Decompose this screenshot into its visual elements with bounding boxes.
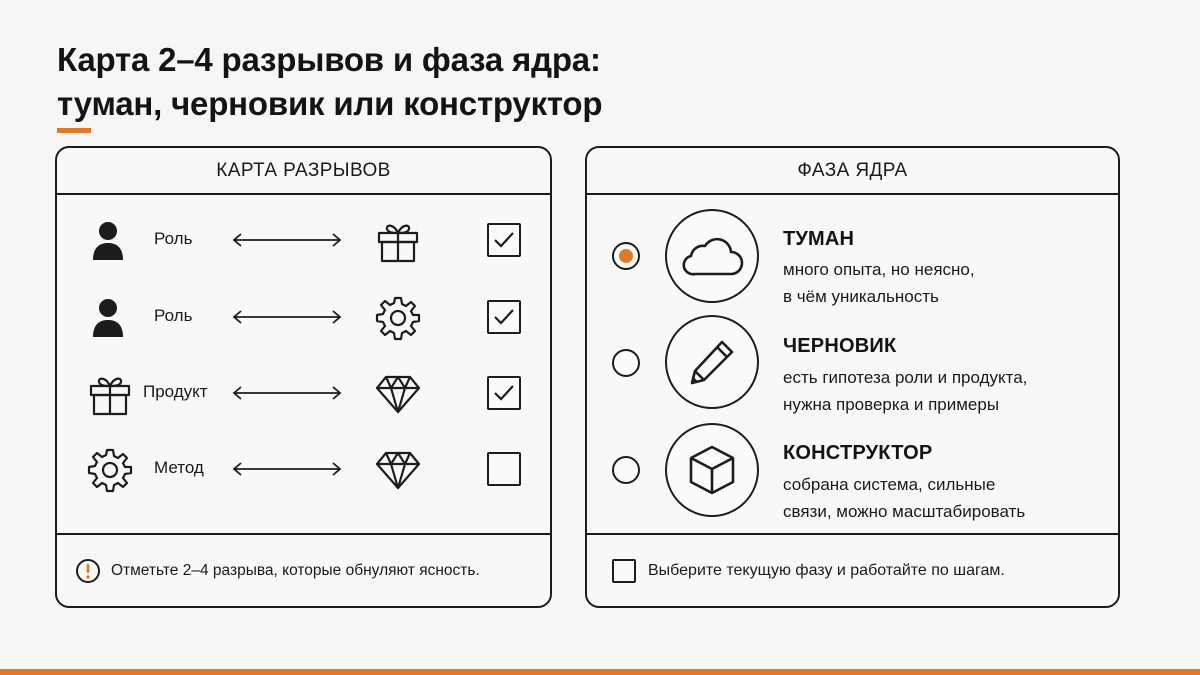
- phase-desc-draft-line-2: нужна проверка и примеры: [783, 395, 1000, 414]
- phase-desc-builder-line-1: собрана система, сильные: [783, 475, 996, 494]
- phase-confirm-checkbox[interactable]: [612, 559, 636, 583]
- phase-name-builder: КОНСТРУКТОР: [783, 442, 933, 464]
- gift-icon: [375, 218, 421, 264]
- gap-checkbox-4[interactable]: [487, 452, 521, 486]
- phase-radio-fog[interactable]: [612, 242, 640, 270]
- gift-icon: [87, 371, 133, 417]
- core-phase-panel: [585, 146, 1120, 608]
- gap-row-3: [57, 363, 552, 423]
- gap-checkbox-2[interactable]: [487, 300, 521, 334]
- page-title-line-1: Карта 2–4 разрывов и фаза ядра:: [57, 41, 601, 78]
- gap-row-4: [57, 439, 552, 499]
- gap-map-content: [57, 148, 550, 606]
- diamond-icon: [375, 447, 421, 493]
- phase-row-draft[interactable]: [587, 315, 1120, 415]
- phase-desc-draft-line-1: есть гипотеза роли и продукта,: [783, 368, 1028, 387]
- phase-desc-fog-line-1: много опыта, но неясно,: [783, 260, 975, 279]
- phase-desc-fog-line-2: в чём уникальность: [783, 287, 939, 306]
- diamond-icon: [375, 371, 421, 417]
- phase-name-draft: ЧЕРНОВИК: [783, 335, 897, 357]
- gap-label-1: Роль: [154, 229, 193, 248]
- gap-label-4: Метод: [154, 458, 204, 477]
- gear-icon: [375, 295, 421, 341]
- phase-circle-fog: [665, 209, 759, 303]
- phase-radio-draft[interactable]: [612, 349, 640, 377]
- double-arrow-icon: [232, 309, 342, 330]
- phase-radio-builder[interactable]: [612, 456, 640, 484]
- double-arrow-icon: [232, 385, 342, 406]
- cloud-icon: [679, 234, 745, 278]
- page-title-line-2: туман, черновик или конструктор: [57, 85, 603, 122]
- warning-icon: [75, 558, 101, 584]
- gap-row-2: [57, 287, 552, 347]
- gap-checkbox-1[interactable]: [487, 223, 521, 257]
- pencil-icon: [684, 334, 740, 390]
- gap-row-1: [57, 210, 552, 270]
- phase-desc-fog: [783, 256, 1103, 310]
- page-title: [57, 38, 602, 126]
- gear-icon: [87, 447, 133, 493]
- phase-row-builder[interactable]: [587, 423, 1120, 523]
- gap-map-footer-text: Отметьте 2–4 разрыва, которые обнуляют ясность.: [111, 561, 480, 579]
- phase-desc-builder: [783, 471, 1103, 525]
- double-arrow-icon: [232, 232, 342, 253]
- double-arrow-icon: [232, 461, 342, 482]
- title-accent-bar: [57, 128, 91, 133]
- core-phase-heading: ФАЗА ЯДРА: [587, 148, 1118, 195]
- gap-label-3: Продукт: [143, 382, 208, 401]
- person-icon: [87, 297, 129, 339]
- phase-circle-draft: [665, 315, 759, 409]
- phase-desc-draft: [783, 364, 1103, 418]
- cube-icon: [685, 442, 739, 498]
- phase-name-fog: ТУМАН: [783, 228, 855, 250]
- gap-map-footer: [55, 533, 552, 606]
- core-phase-footer-text: Выберите текущую фазу и работайте по шагам.: [648, 561, 1005, 579]
- gap-checkbox-3[interactable]: [487, 376, 521, 410]
- phase-desc-builder-line-2: связи, можно масштабировать: [783, 502, 1026, 521]
- gap-label-2: Роль: [154, 306, 193, 325]
- bottom-accent-bar: [0, 669, 1200, 675]
- person-icon: [87, 220, 129, 262]
- gap-map-heading: КАРТА РАЗРЫВОВ: [57, 148, 550, 195]
- phase-row-fog[interactable]: [587, 206, 1120, 306]
- core-phase-footer: [587, 533, 1118, 606]
- phase-circle-builder: [665, 423, 759, 517]
